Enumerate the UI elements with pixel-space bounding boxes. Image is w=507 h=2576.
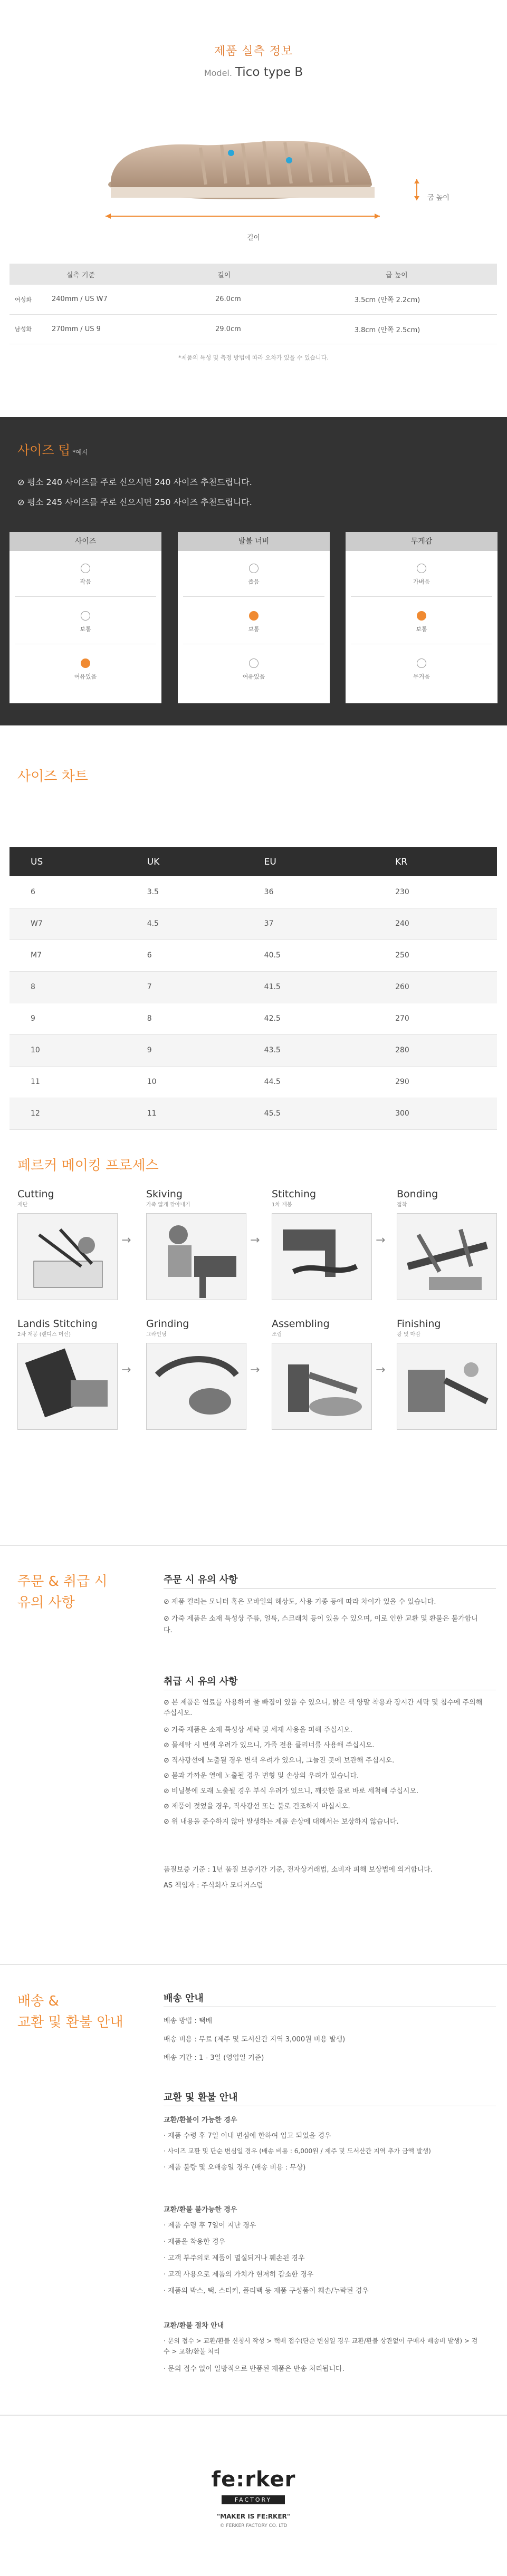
size-chart-cell: 270	[374, 1003, 497, 1034]
radio-icon[interactable]	[249, 611, 259, 621]
size-chart-cell: 8	[126, 1003, 243, 1034]
process-step	[146, 1188, 246, 1300]
size-tip-note: *예시	[72, 449, 88, 456]
care-subtitle: 취급 시 유의 사항	[164, 1676, 238, 1687]
tip-box-size	[9, 532, 161, 703]
spec-note: *제품의 특성 및 측정 방법에 따라 오차가 있을 수 있습니다.	[178, 354, 329, 361]
care-item: ⊘ 가죽 제품은 소재 특성상 세탁 및 세제 사용을 피해 주십시오.	[164, 1726, 352, 1734]
brand-logo: fe:rker	[211, 2467, 296, 2492]
tip-option-label: 보통	[80, 626, 91, 633]
tip-option[interactable]	[346, 611, 498, 633]
tip-option[interactable]	[178, 658, 330, 681]
tip-box-header: 사이즈	[9, 532, 161, 551]
order-item: ⊘ 제품 컬러는 모니터 혹은 모바일의 해상도, 사용 기종 등에 따라 차이가 있을 수 있습니다.	[164, 1598, 436, 1606]
impossible-item-text: 제품의 박스, 택, 스티커, 폴리백 등 제품 구성품이 훼손/누락된 경우	[168, 2287, 369, 2295]
shipping-title-line: 교환 및 환불 안내	[17, 2015, 123, 2030]
process-guide-list	[164, 2336, 480, 2373]
size-chart-row	[9, 1003, 497, 1034]
possible-item-text: 사이즈 교환 및 단순 변심일 경우 (배송 비용 : 6,000원 / 제주 및 도서산간 지역 추가 금액 발생)	[167, 2147, 431, 2155]
size-tip-line: ⊘ 평소 240 사이즈를 주로 신으시면 240 사이즈 추천드립니다.	[17, 477, 252, 487]
tip-option-label: 여유있음	[74, 673, 97, 680]
step-sub: 조립	[272, 1332, 282, 1338]
care-item-text: 본 제품은 염료를 사용하여 물 빠짐이 있을 수 있으니, 밝은 색 양말 착용과 장시간 세탁 및 침수에 주의해 주십시오.	[164, 1699, 483, 1717]
spec-size: 240mm / US W7	[41, 285, 152, 314]
size-chart-cell: 12	[9, 1098, 126, 1129]
divider	[15, 596, 156, 597]
impossible-item: · 고객 부주의로 제품이 멸실되거나 훼손된 경우	[164, 2254, 305, 2262]
radio-icon[interactable]	[417, 658, 426, 668]
stitching-illustration	[272, 1213, 372, 1300]
size-chart-cell: M7	[9, 940, 126, 971]
impossible-list	[164, 2220, 496, 2295]
tip-option[interactable]	[178, 611, 330, 633]
spec-length: 29.0cm	[152, 314, 296, 344]
care-item: ⊘ 불과 가까운 열에 노출될 경우 변형 및 손상의 우려가 있습니다.	[164, 1772, 359, 1780]
size-chart-row	[9, 971, 497, 1003]
warranty-text: 품질보증 기준 : 1년 품질 보증기간 기준, 전자상거래법, 소비자 피해 보상법에 의거합니다.	[164, 1866, 433, 1874]
ship-subtitle: 배송 안내	[164, 1993, 204, 2004]
care-list	[164, 1698, 491, 1831]
landis-stitching-illustration	[17, 1343, 118, 1430]
product-title: 제품 실측 정보	[214, 45, 293, 58]
exchange-subtitle: 교환 및 환불 안내	[164, 2092, 238, 2103]
impossible-item-text: 제품 수령 후 7일이 지난 경우	[168, 2222, 256, 2230]
radio-icon[interactable]	[249, 658, 259, 668]
impossible-item: · 제품 수령 후 7일이 지난 경우	[164, 2222, 256, 2230]
process-step	[146, 1318, 246, 1430]
ship-list	[164, 2015, 345, 2062]
size-chart-cell: 6	[9, 876, 126, 908]
process-guide-item: · 문의 접수 없이 일방적으로 반품된 제품은 반송 처리됩니다.	[164, 2365, 345, 2373]
radio-icon[interactable]	[249, 564, 259, 573]
tip-option-label: 보통	[416, 626, 427, 633]
size-chart-cell: 300	[374, 1098, 497, 1129]
size-chart-cell: 11	[126, 1098, 243, 1129]
size-tip-line: ⊘ 평소 245 사이즈를 주로 신으시면 250 사이즈 추천드립니다.	[17, 497, 252, 507]
radio-icon[interactable]	[81, 611, 90, 621]
tip-option-label: 보통	[248, 626, 260, 633]
step-sub: 1차 재봉	[272, 1202, 292, 1208]
process-step	[272, 1318, 372, 1430]
divider	[351, 596, 492, 597]
radio-icon[interactable]	[417, 611, 426, 621]
tip-box-header: 무게감	[346, 532, 498, 551]
impossible-item-text: 제품을 착용한 경우	[168, 2238, 225, 2246]
process-step	[397, 1188, 497, 1300]
order-item-text: 제품 컬러는 모니터 혹은 모바일의 해상도, 사용 기종 등에 따라 차이가 있을 수 있습니다.	[171, 1598, 436, 1606]
process-title: 페르커 메이킹 프로세스	[17, 1158, 159, 1174]
section-divider	[0, 2415, 507, 2416]
arrow-right-icon: →	[250, 1363, 260, 1377]
size-chart-cell: 3.5	[126, 876, 243, 908]
shipping-title-line: 배송 &	[17, 1993, 59, 2009]
skiving-illustration	[146, 1213, 246, 1300]
length-label: 길이	[246, 234, 261, 242]
cutting-illustration	[17, 1213, 118, 1300]
possible-title: 교환/환불이 가능한 경우	[164, 2116, 237, 2124]
tip-option[interactable]	[346, 658, 498, 681]
tip-option-label: 작음	[80, 578, 91, 585]
step-name: Finishing	[397, 1318, 441, 1330]
spec-length: 26.0cm	[152, 285, 296, 314]
care-item: ⊘ 제품이 젖었을 경우, 직사광선 또는 불로 건조하지 마십시오.	[164, 1803, 350, 1810]
step-sub: 가죽 얇게 깎아내기	[146, 1202, 190, 1208]
size-chart-cell: 290	[374, 1066, 497, 1098]
size-chart-cell: 7	[126, 971, 243, 1003]
step-sub: 광 및 마감	[397, 1332, 420, 1338]
care-item: ⊘ 위 내용을 준수하지 않아 발생하는 제품 손상에 대해서는 보상하지 않습니다.	[164, 1818, 399, 1826]
size-chart-cell: 280	[374, 1034, 497, 1066]
arrow-right-icon: →	[250, 1234, 260, 1247]
impossible-item-text: 고객 부주의로 제품이 멸실되거나 훼손된 경우	[168, 2254, 305, 2262]
ship-item: 배송 비용 : 무료 (제주 및 도서산간 지역 3,000원 비용 발생)	[164, 2036, 346, 2044]
grinding-illustration	[146, 1343, 246, 1430]
size-tip-title-text: 사이즈 팁	[17, 443, 71, 458]
size-tip-line-text: 평소 240 사이즈를 주로 신으시면 240 사이즈 추천드립니다.	[27, 477, 252, 487]
care-item: ⊘ 본 제품은 염료를 사용하여 물 빠짐이 있을 수 있으니, 밝은 색 양말 착용과 장시간 세탁 및 침수에 주의해 주십시오.	[164, 1699, 483, 1717]
size-chart-cell: 9	[9, 1003, 126, 1034]
order-notice-title-line: 주문 & 취급 시	[17, 1574, 108, 1590]
radio-icon[interactable]	[81, 564, 90, 573]
spec-header-length: 길이	[152, 264, 296, 285]
size-chart-cell: 11	[9, 1066, 126, 1098]
size-chart-header: UK	[126, 847, 243, 876]
size-chart-table	[9, 847, 497, 1130]
possible-item-text: 제품 불량 및 오배송일 경우 (배송 비용 : 무상)	[168, 2164, 306, 2172]
arrow-right-icon: →	[121, 1234, 131, 1247]
size-chart-row	[9, 1066, 497, 1098]
tip-option[interactable]	[9, 611, 161, 633]
tip-box-width	[178, 532, 330, 703]
step-name: Skiving	[146, 1188, 183, 1200]
impossible-title: 교환/환불 불가능한 경우	[164, 2206, 237, 2214]
size-chart-row	[9, 1098, 497, 1129]
care-item: ⊘ 비닐봉에 오래 노출될 경우 부식 우려가 있으니, 깨끗한 물로 바로 세척해 주십시오.	[164, 1787, 419, 1795]
care-item: ⊘ 물세탁 시 변색 우려가 있으니, 가죽 전용 클리너를 사용해 주십시오.	[164, 1741, 375, 1749]
process-guide-title: 교환/환불 절차 안내	[164, 2322, 224, 2330]
section-divider	[0, 1545, 507, 1546]
step-name: Bonding	[397, 1188, 438, 1200]
size-chart-cell: 10	[9, 1034, 126, 1066]
care-item-text: 제품이 젖었을 경우, 직사광선 또는 불로 건조하지 마십시오.	[171, 1803, 350, 1810]
step-name: Assembling	[272, 1318, 330, 1330]
size-chart-cell: 8	[9, 971, 126, 1003]
process-step	[17, 1188, 118, 1300]
process-step	[397, 1318, 497, 1430]
order-item: ⊘ 가죽 제품은 소재 특성상 주름, 얼룩, 스크래치 등이 있을 수 있으며, 이로 인한 교환 및 환불은 불가합니다.	[164, 1615, 478, 1634]
ship-item: 배송 기간 : 1 - 3일 (영업일 기준)	[164, 2054, 264, 2062]
spec-gender: 남성화	[9, 314, 41, 344]
process-guide-item: · 문의 접수 > 교환/환불 신청서 작성 > 택배 접수(단순 변심일 경우 교환/환불 상관없이 구매자 배송비 발생) > 검수 > 교환/환불 처리	[164, 2337, 478, 2355]
process-step	[272, 1188, 372, 1300]
possible-list	[164, 2130, 496, 2172]
brand-slogan: "MAKER IS FE:RKER"	[216, 2513, 291, 2520]
care-item-text: 직사광선에 노출될 경우 변색 우려가 있으니, 그늘진 곳에 보관해 주십시오.	[171, 1757, 395, 1765]
bonding-illustration	[397, 1213, 497, 1300]
size-chart-cell: 10	[126, 1066, 243, 1098]
tip-option[interactable]	[346, 564, 498, 586]
possible-item: · 사이즈 교환 및 단순 변심일 경우 (배송 비용 : 6,000원 / 제주 및 도서산간 지역 추가 금액 발생)	[164, 2147, 431, 2155]
spec-row	[9, 314, 497, 344]
impossible-item: · 고객 사용으로 제품의 가치가 현저히 감소한 경우	[164, 2271, 314, 2279]
size-chart-cell: 9	[126, 1034, 243, 1066]
size-chart-cell: 42.5	[243, 1003, 374, 1034]
shipping-title	[17, 1991, 123, 2033]
ship-item: 배송 방법 : 택배	[164, 2017, 213, 2025]
spec-header-heel: 굽 높이	[296, 264, 497, 285]
step-sub: 재단	[17, 1202, 28, 1208]
spec-header-size: 실측 기준	[9, 264, 152, 285]
slipper-illustration	[95, 105, 433, 232]
possible-item: · 제품 불량 및 오배송일 경우 (배송 비용 : 무상)	[164, 2164, 306, 2172]
size-chart-cell: 40.5	[243, 940, 374, 971]
size-chart-row	[9, 876, 497, 908]
step-sub: 접착	[397, 1202, 407, 1208]
step-name: Grinding	[146, 1318, 189, 1330]
care-item: ⊘ 직사광선에 노출될 경우 변색 우려가 있으니, 그늘진 곳에 보관해 주십시오.	[164, 1757, 395, 1765]
section-divider	[0, 1964, 507, 1965]
size-chart-cell: 230	[374, 876, 497, 908]
step-name: Landis Stitching	[17, 1318, 98, 1330]
size-chart-cell: W7	[9, 908, 126, 940]
size-chart-header: KR	[374, 847, 497, 876]
finishing-illustration	[397, 1343, 497, 1430]
assembling-illustration	[272, 1343, 372, 1430]
brand-sub: FACTORY	[222, 2495, 285, 2504]
tip-option-label: 무거움	[413, 673, 430, 680]
as-contact: AS 책임자 : 주식회사 모디커스텀	[164, 1882, 263, 1890]
spec-size: 270mm / US 9	[41, 314, 152, 344]
step-sub: 그라인딩	[146, 1332, 167, 1338]
impossible-item: · 제품의 박스, 택, 스티커, 폴리백 등 제품 구성품이 훼손/누락된 경우	[164, 2287, 369, 2295]
care-item-text: 가죽 제품은 소재 특성상 세탁 및 세제 사용을 피해 주십시오.	[171, 1726, 352, 1734]
size-chart-row	[9, 940, 497, 971]
order-item-text: 가죽 제품은 소재 특성상 주름, 얼룩, 스크래치 등이 있을 수 있으며, 이로 인한 교환 및 환불은 불가합니다.	[164, 1615, 478, 1634]
size-tip-line-text: 평소 245 사이즈를 주로 신으시면 250 사이즈 추천드립니다.	[27, 497, 252, 507]
spec-table	[9, 264, 497, 344]
size-chart-header: EU	[243, 847, 374, 876]
step-name: Stitching	[272, 1188, 317, 1200]
size-chart-cell: 45.5	[243, 1098, 374, 1129]
size-chart-row	[9, 1034, 497, 1066]
spec-row	[9, 285, 497, 314]
possible-item-text: 제품 수령 후 7일 이내 변심에 한하여 입고 되었을 경우	[168, 2132, 331, 2140]
size-chart-title: 사이즈 차트	[17, 769, 88, 785]
divider	[183, 596, 324, 597]
order-notice-title	[17, 1571, 108, 1613]
size-chart-cell: 6	[126, 940, 243, 971]
size-chart-header: US	[9, 847, 126, 876]
brand-copyright: © FERKER FACTORY CO. LTD	[219, 2523, 288, 2529]
impossible-item-text: 고객 사용으로 제품의 가치가 현저히 감소한 경우	[168, 2271, 314, 2279]
care-item-text: 불과 가까운 열에 노출될 경우 변형 및 손상의 우려가 있습니다.	[171, 1772, 359, 1780]
arrow-right-icon: →	[121, 1363, 131, 1377]
size-chart-cell: 43.5	[243, 1034, 374, 1066]
care-item-text: 비닐봉에 오래 노출될 경우 부식 우려가 있으니, 깨끗한 물로 바로 세척해 주십시오.	[171, 1787, 419, 1795]
step-sub: 2차 재봉 (랜디스 머신)	[17, 1332, 71, 1338]
tip-option-label: 가벼움	[413, 578, 430, 585]
product-model	[0, 65, 507, 79]
radio-icon[interactable]	[81, 658, 90, 668]
spec-heel: 3.5cm (안쪽 2.2cm)	[296, 285, 497, 314]
tip-option-label: 여유있음	[242, 673, 265, 680]
size-chart-cell: 44.5	[243, 1066, 374, 1098]
size-chart-row	[9, 908, 497, 940]
process-guide-item-text: 문의 접수 없이 일방적으로 반품된 제품은 반송 처리됩니다.	[168, 2365, 345, 2373]
size-chart-cell: 37	[243, 908, 374, 940]
size-chart-cell: 4.5	[126, 908, 243, 940]
order-notice-title-line: 유의 사항	[17, 1595, 75, 1611]
model-name: Tico type B	[235, 65, 303, 79]
care-item-text: 위 내용을 준수하지 않아 발생하는 제품 손상에 대해서는 보상하지 않습니다.	[171, 1818, 399, 1826]
arrow-right-icon: →	[376, 1363, 386, 1377]
model-label: Model.	[204, 68, 232, 78]
size-tip-title	[17, 440, 88, 458]
spec-gender: 여성화	[9, 285, 41, 314]
possible-item: · 제품 수령 후 7일 이내 변심에 한하여 입고 되었을 경우	[164, 2132, 331, 2140]
tip-option[interactable]	[9, 564, 161, 586]
arrow-right-icon: →	[376, 1234, 386, 1247]
tip-box-weight	[346, 532, 498, 703]
radio-icon[interactable]	[417, 564, 426, 573]
size-chart-cell: 240	[374, 908, 497, 940]
care-item-text: 물세탁 시 변색 우려가 있으니, 가죽 전용 클리너를 사용해 주십시오.	[171, 1741, 375, 1749]
tip-option[interactable]	[9, 658, 161, 681]
size-chart-cell: 260	[374, 971, 497, 1003]
tip-option-label: 좁음	[248, 578, 260, 585]
spec-heel: 3.8cm (안쪽 2.5cm)	[296, 314, 497, 344]
size-chart-cell: 41.5	[243, 971, 374, 1003]
tip-option[interactable]	[178, 564, 330, 586]
impossible-item: · 제품을 착용한 경우	[164, 2238, 225, 2246]
size-chart-cell: 250	[374, 940, 497, 971]
height-label: 굽 높이	[427, 194, 449, 202]
step-name: Cutting	[17, 1188, 54, 1200]
order-subtitle: 주문 시 유의 사항	[164, 1574, 238, 1585]
size-chart-cell: 36	[243, 876, 374, 908]
process-step	[17, 1318, 118, 1430]
tip-box-header: 발볼 너비	[178, 532, 330, 551]
divider	[164, 1588, 496, 1589]
process-guide-item-text: 문의 접수 > 교환/환불 신청서 작성 > 택배 접수(단순 변심일 경우 교환/환불 상관없이 구매자 배송비 발생) > 검수 > 교환/환불 처리	[164, 2337, 478, 2355]
